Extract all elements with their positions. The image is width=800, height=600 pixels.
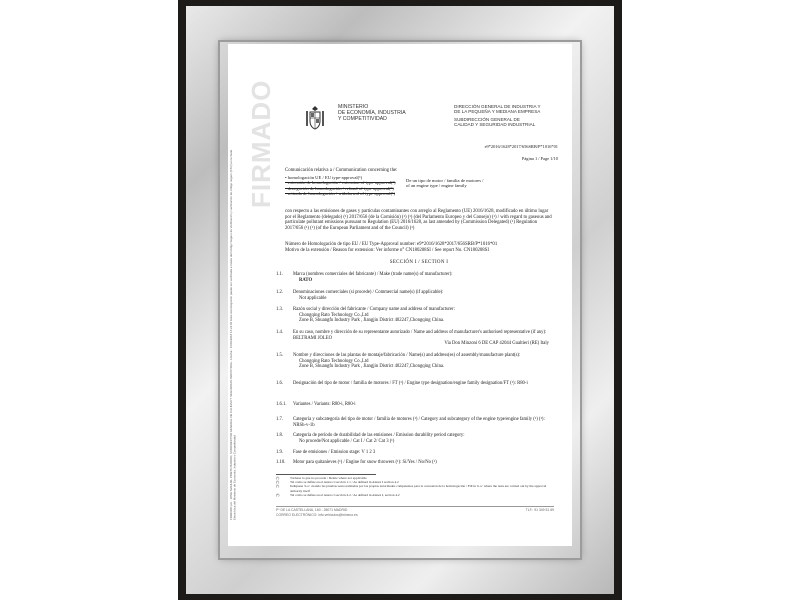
footnote-text: Táchese lo que no proceda / Delete where not applicable (290, 476, 367, 480)
item-label: Razón social y dirección del fabricante / Company name and address of manufacturer: (293, 307, 455, 312)
ministry-line: DE ECONOMÍA, INDUSTRIA (338, 110, 406, 116)
approval-reference: e9*2016/1628*2017/656SRB/P*1016*01 (484, 144, 558, 149)
page-number: Página 1 / Page 1/10 (521, 156, 558, 161)
footnote (276, 493, 554, 497)
footnote-text: Tal como se define en el Anexo I sección 4.2 / As defined in Annex I, section 4.2 (290, 492, 400, 497)
footer-phone: TLF.: 91 349 51 69 (525, 508, 554, 512)
footnote-text: Tal como se define en el Anexo I sección 1.1 / As defined in Annex I section 4.2 (290, 480, 399, 485)
item-label: Variantes / Variants: R80-i, R80-i (293, 402, 356, 407)
spanish-coat-of-arms-logo (301, 104, 329, 132)
item-label: Nombre y direcciones de las plantas de montaje/fabricación / Name(s) and address(es) of assembly/manufacture plant(s): (293, 353, 521, 358)
item-number: 1.2. (276, 290, 284, 295)
item-number: 1.7. (276, 417, 284, 422)
item-label: En su caso, nombre y dirección de su representante autorizado / Name and address of manufacturer's authorised representative (if any): BELTRAMI JOLEO (293, 330, 547, 341)
item-number: 1.6. (276, 381, 284, 386)
item-number: 1.5. (276, 353, 284, 358)
homologation-number: Número de Homologación de tipo EU / EU Type-Approval number: e9*2016/1628*2017/656SRB/P*1016*01 (285, 242, 498, 247)
approval-option: • homologación UE / EU type-approval(¹) (285, 175, 363, 180)
subdirectorate-line: CALIDAD Y SEGURIDAD INDUSTRIAL (454, 122, 536, 128)
footer-address: Pº DE LA CASTELLANA, 160 - 28071 MADRID (276, 508, 348, 512)
approval-option: • denegación de homologación / refusal of type-approval(¹) (285, 185, 394, 191)
item-label: Denominaciones comerciales (si procede) / Commercial name(s) (if applicable): (293, 290, 444, 295)
item-value: Chongqing Rato Technology Co.,Ltd (299, 358, 369, 364)
footnotes (276, 476, 554, 497)
item-label: Motor para quitanieves (¹) / Engine for snow throwers (¹): Sí/Yes / No/No (¹) (293, 460, 437, 465)
ministry-line: Y COMPETITIVIDAD (338, 116, 387, 122)
item-number: 1.8. (276, 433, 284, 438)
ministry-line: MINISTERIO (338, 104, 369, 110)
signed-watermark: FIRMADO (246, 79, 276, 208)
item-number: 1.10. (276, 460, 286, 465)
item-number: 1.3. (276, 307, 284, 312)
footer-divider (276, 506, 554, 507)
item-value-address: Zone B, Shuangfu Industry Park , Jiangjin District 402247,Chongqing China. (299, 318, 445, 324)
directorate-line: DE LA PEQUEÑA Y MEDIANA EMPRESA (454, 109, 541, 115)
footnote (276, 484, 554, 492)
item-value: No procede/Not applicable / Cat I / Cat 2/ Cat 3 (¹) (299, 438, 395, 444)
footnote-text: Indíquese 'n.a.' cuando las pruebas sean realizadas por las propias autoridades competentes para la concesión de la homologación / Fill in 'n.a.' where the tests are carried out by the approval authority itself (290, 484, 547, 493)
footnote-divider (276, 474, 376, 475)
item-label: Fase de emisiones / Emission stage: V 1 2 3 (293, 450, 376, 455)
item-label: Categoría de período de durabilidad de las emisiones / Emission durability period category: (293, 433, 465, 438)
footnote-mark: (¹) (276, 476, 280, 480)
electronic-signature-stamp: FIRMADO por : JOSE MANUEL PRIETO BARRIO, SUBDIRECTOR GENERAL DE CALIDAD Y SEGURIDAD INDUSTRIAL. A fecha : 16/02/2018 16:22:04 Esta Homologación puede ser verificada a través del Código Seguro de Verificación y verificación de código seguro (CSV) en la Sede Electrónica del Ministerio de Economía, Industria y Competitividad (229, 149, 237, 520)
item-number: 1.1. (276, 272, 284, 277)
item-value: Via Don Minzoni 6 DE CAP 42044 Gualtieri (RE) Italy (444, 341, 549, 347)
directorate-line: DIRECCIÓN GENERAL DE INDUSTRIA Y (454, 104, 541, 109)
communication-heading: Comunicación relativa a / Communication concerning the: (285, 168, 398, 173)
approval-option: • extensión de homologación / extension of type-approval(¹) (285, 180, 396, 186)
footnote-mark: (⁴) (276, 492, 280, 497)
section-title: SECCIÓN I / SECTION I (389, 260, 449, 265)
item-value: Not applicable (299, 295, 327, 301)
item-value: RATO (299, 277, 313, 283)
certificate-document (228, 44, 572, 546)
engine-type-label: De un tipo de motor / familia de motores / of an engine type / engine family (406, 178, 484, 189)
item-value: Chongqing Rato Technology Co.,Ltd (299, 312, 369, 318)
regulation-paragraph: con respecto a las emisiones de gases y partículas contaminantes con arreglo al Reglamento (UE) 2016/1628, modificado en último lugar por el Reglamento (delegado) (¹) 2017/656 (de la Comisión) (¹) (¹) (del Parlamento Europeo y del Consejo) (¹) / with regard to gaseous and particulate pollutant emissions pursuant to Regulation (EU) 2016/1628, as last amended by (Commission Delegated) (¹) Regulation 2017/656 (¹) (¹) (of the European Parliament and of the Council) (¹) (285, 209, 552, 231)
footnote-mark: (³) (276, 484, 280, 489)
item-label: Categoría y subcategoría del tipo de motor / familia de motores (¹) / Category and subcategory of the engine type/engine family (¹) (¹): NRSh-v-1b (293, 417, 545, 428)
directorate-name (454, 104, 562, 128)
item-label: Designación del tipo de motor / familia de motores / FT (¹) / Engine type designation/engine family designation/FT (¹): R80-i (293, 381, 528, 386)
ministry-name (338, 104, 418, 122)
subdirectorate-line: SUBDIRECCIÓN GENERAL DE (454, 116, 520, 122)
item-number: 1.4. (276, 330, 284, 335)
item-number: 1.6.1. (276, 402, 287, 407)
extension-reason: Motivo de la extensión / Reason for extension: Ver informe n° CN180208SI / See report No. CN180208SI (285, 247, 489, 253)
item-label: Marca (nombres comerciales del fabricante) / Make (trade name(s) of manufacturer): (293, 272, 453, 277)
approval-option: • retirada de homologación / withdrawal of type-approval(¹) (285, 191, 396, 197)
footnote-mark: (²) (276, 480, 280, 485)
footer-email: CORREO ELECTRÓNICO: info.vehiculos@mineco.es (276, 513, 358, 517)
item-number: 1.9. (276, 450, 284, 455)
item-value-address: Zone B, Shuangfu Industry Park , Jiangjin District 402247,Chongqing China. (299, 364, 445, 370)
approval-type-options (285, 175, 411, 197)
homologation-details (285, 242, 553, 253)
